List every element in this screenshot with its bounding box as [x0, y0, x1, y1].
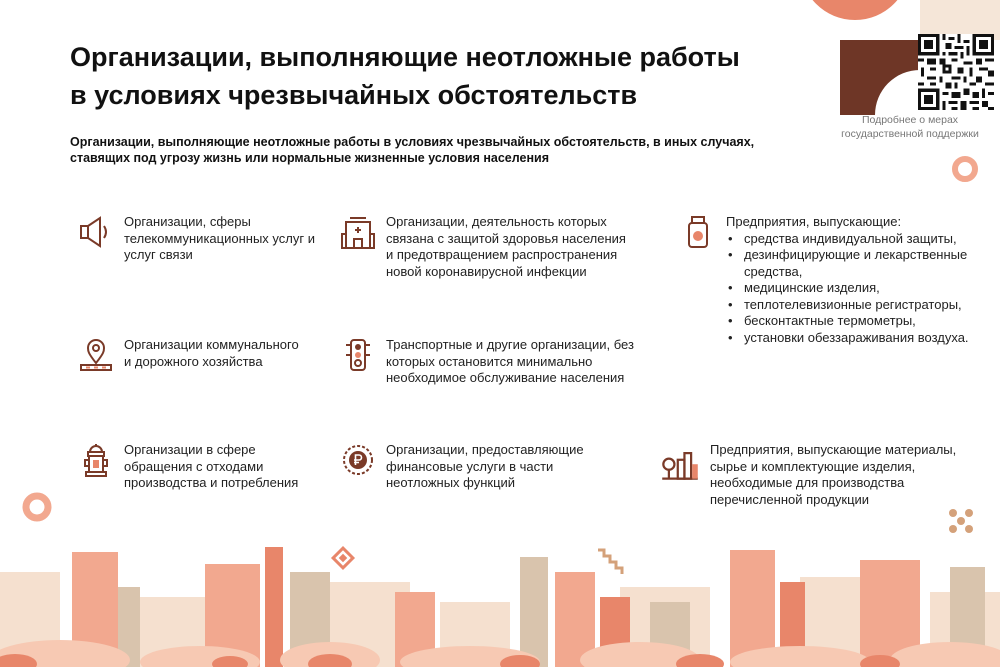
item-medical-producers [680, 214, 980, 346]
item-health-text: Организации, деятельность которых связана с защитой здоровья населения и предотвращением распространения новой коронавирусной инфекции [386, 214, 626, 279]
item-medical-producers-text [726, 214, 984, 346]
item-materials [660, 442, 980, 508]
page-title [70, 38, 790, 114]
item-utilities [78, 337, 318, 373]
item-waste [78, 442, 318, 492]
item-materials-text: Предприятия, выпускающие материалы, сырье и комплектующие изделия, необходимые для производства перечисленной продукции [710, 442, 957, 507]
item-finance [340, 442, 640, 492]
list-item: • медицинские изделия, [726, 280, 984, 297]
item-medical-producers-heading: Предприятия, выпускающие: [726, 214, 902, 229]
city-skyline-illustration [0, 542, 1000, 667]
page-subtitle: Организации, выполняющие неотложные работы в условиях чрезвычайных обстоятельств, в иных случаях, ставящих под угрозу жизнь или нормальные жизненные условия населения [70, 135, 755, 165]
title-line-2: в условиях чрезвычайных обстоятельств [70, 80, 638, 110]
hospital-icon [340, 214, 376, 250]
ring-decoration-right [952, 156, 978, 182]
list-item: • установки обеззараживания воздуха. [726, 330, 984, 347]
item-telecom-text: Организации, сферы телекоммуникационных услуг и услуг связи [124, 214, 315, 262]
title-line-1: Организации, выполняющие неотложные работы [70, 42, 740, 72]
hydrant-icon [78, 442, 114, 478]
item-transport [340, 337, 640, 387]
list-item: • бесконтактные термометры, [726, 313, 984, 330]
qr-caption: Подробнее о мерах государственной поддержки [841, 114, 979, 140]
item-transport-text: Транспортные и другие организации, без которых остановится минимально необходимое обслуживание населения [386, 337, 634, 385]
factory-icon [660, 442, 700, 482]
item-waste-text: Организации в сфере обращения с отходами производства и потребления [124, 442, 299, 490]
item-telecom [78, 214, 318, 264]
item-finance-text: Организации, предоставляющие финансовые услуги в части неотложных функций [386, 442, 584, 490]
qr-code-image [918, 34, 994, 110]
dots-decoration [946, 506, 976, 536]
medical-products-list [726, 231, 984, 347]
traffic-light-icon [340, 337, 376, 373]
megaphone-icon [78, 214, 114, 250]
ruble-coin-icon [340, 442, 376, 478]
ring-decoration-left [22, 492, 52, 522]
medicine-bottle-icon [680, 214, 716, 250]
item-health [340, 214, 640, 280]
list-item: • средства индивидуальной защиты, [726, 231, 984, 248]
item-utilities-text: Организации коммунального и дорожного хозяйства [124, 337, 299, 369]
map-pin-icon [78, 337, 114, 373]
list-item: • дезинфицирующие и лекарственные средства, [726, 247, 984, 280]
list-item: • теплотелевизионные регистраторы, [726, 297, 984, 314]
